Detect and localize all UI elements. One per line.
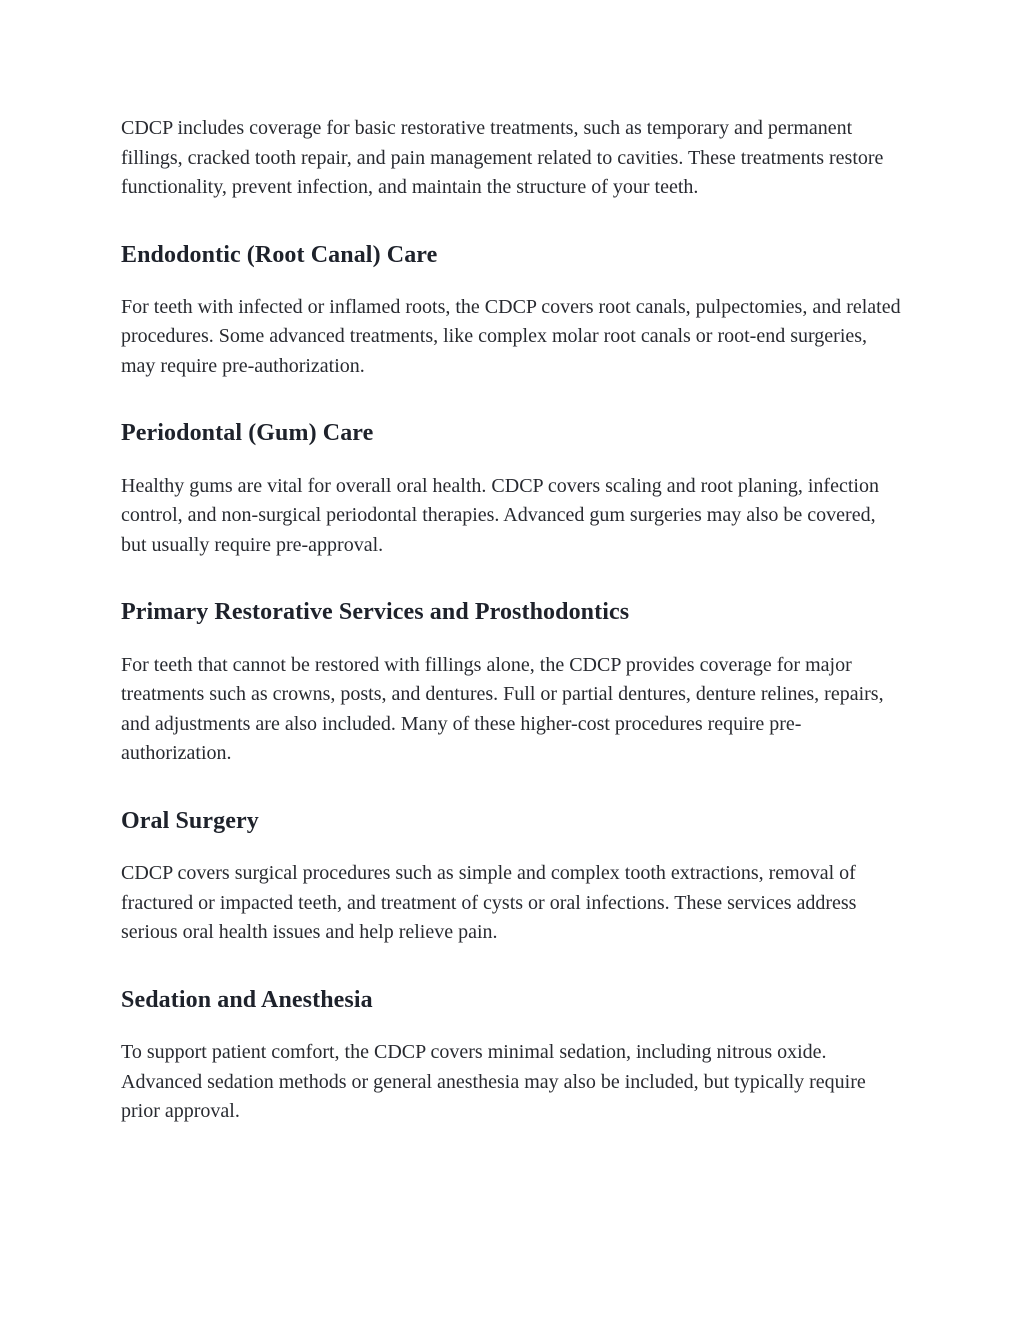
section-heading: Oral Surgery xyxy=(121,807,259,834)
document-body xyxy=(121,114,901,1127)
section-oral-surgery xyxy=(121,808,901,948)
section-heading: Periodontal (Gum) Care xyxy=(121,420,374,447)
section-paragraph: Healthy gums are vital for overall oral health. CDCP covers scaling and root planing, infection control, and non-surgical periodontal therapies. Advanced gum surgeries may also be covered, but usually require pre-approval. xyxy=(121,474,879,556)
section-sedation-anesthesia xyxy=(121,987,901,1127)
section-paragraph: For teeth with infected or inflamed roots, the CDCP covers root canals, pulpectomies, and related procedures. Some advanced treatments, like complex molar root canals or root-end surgeries, may require pre-authorization. xyxy=(121,295,901,377)
intro-paragraph: CDCP includes coverage for basic restorative treatments, such as temporary and permanent fillings, cracked tooth repair, and pain management related to cavities. These treatments restore functionality, prevent infection, and maintain the structure of your teeth. xyxy=(121,117,884,198)
section-paragraph: CDCP covers surgical procedures such as simple and complex tooth extractions, removal of fractured or impacted teeth, and treatment of cysts or oral infections. These services address serious oral health issues and help relieve pain. xyxy=(121,862,857,944)
section-primary-restorative-prosthodontics xyxy=(121,599,901,768)
section-paragraph: For teeth that cannot be restored with fillings alone, the CDCP provides coverage for major treatments such as crowns, posts, and dentures. Full or partial dentures, denture relines, repairs, and adjustments are also included. Many of these higher-cost procedures require pre-authorization. xyxy=(121,653,884,765)
section-periodontal-gum-care xyxy=(121,420,901,560)
section-heading: Primary Restorative Services and Prosthodontics xyxy=(121,599,630,626)
section-heading: Sedation and Anesthesia xyxy=(121,986,373,1013)
section-heading: Endodontic (Root Canal) Care xyxy=(121,241,438,268)
section-paragraph: To support patient comfort, the CDCP covers minimal sedation, including nitrous oxide. Advanced sedation methods or general anesthesia may also be included, but typically require prior approval. xyxy=(121,1041,866,1123)
section-endodontic-root-canal-care xyxy=(121,242,901,382)
